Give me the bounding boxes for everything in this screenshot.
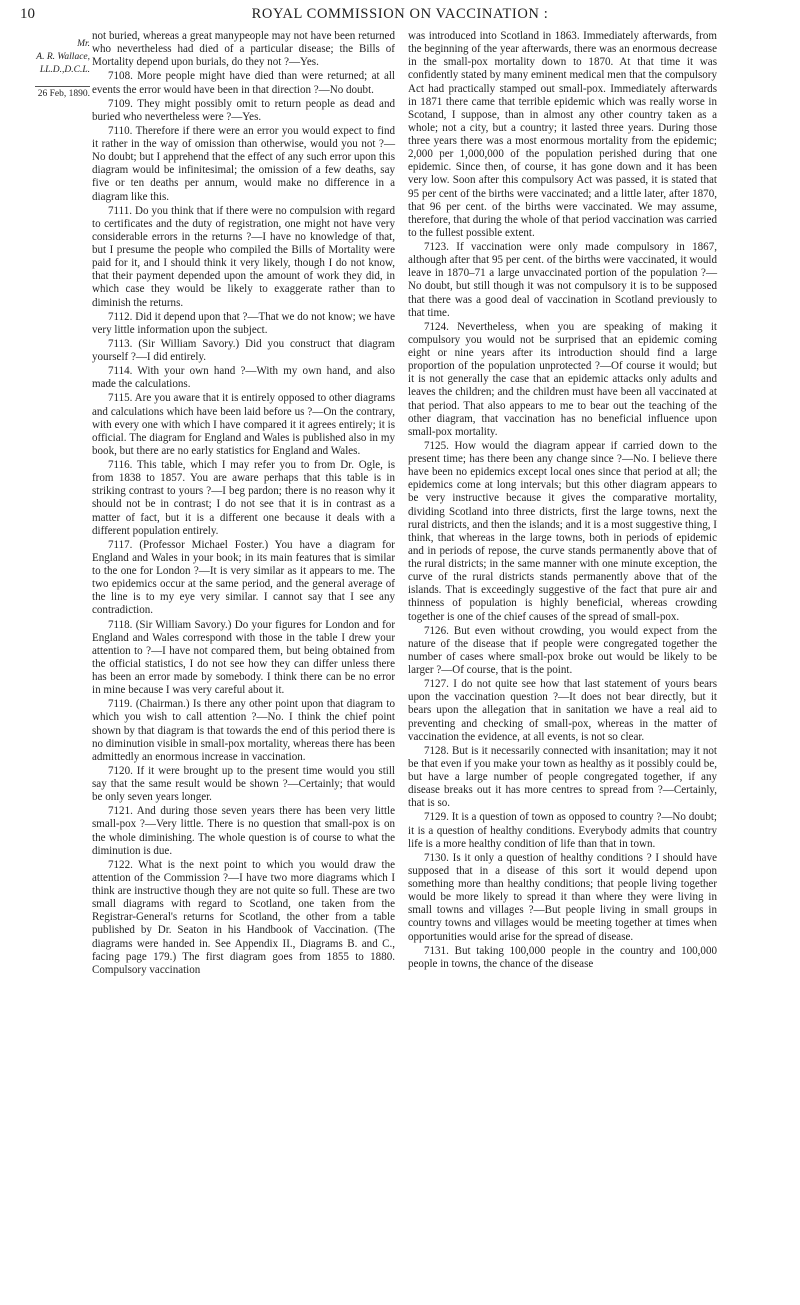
paragraph: 7118. (Sir William Savory.) Do your figures for London and for England and Wales correspond with those in the table I drew your attention to ?—I have not compared them, but being obtained from the official statistics, I do not see how they can differ unless there has been an error made by somebody. I think there can be no error in mine because I was very careful about it. <box>92 618 395 697</box>
paragraph: 7120. If it were brought up to the present time would you still say that the same result would be shown ?—Certainly; that would be only seven years longer. <box>92 764 395 804</box>
paragraph: 7124. Nevertheless, when you are speaking of making it compulsory you would not be surprised that an epidemic coming eight or nine years after its introduction should find a large proportion of the population unprotected ?—Of course it would; but it is not generally the case that an epidemic attacks only adults and leaves the children; and the children must have been all vaccinated at that period. That also appears to me to bear out the teaching of the other diagram, that vaccination has no beneficial influence upon small-pox mortality. <box>408 320 717 438</box>
paragraph: 7126. But even without crowding, you would expect from the nature of the disease that if people were congregated together the number of cases where small-pox broke out would be likely to be larger ?—Of course, that is the point. <box>408 624 717 676</box>
left-column <box>92 30 395 977</box>
paragraph: 7123. If vaccination were only made compulsory in 1867, although after that 95 per cent. of the births were vaccinated, it would leave in 1870–71 a large unvaccinated portion of the population ?—No doubt, but still though it was not compulsory it is to be supposed that there was a good deal of vaccination in Scotland previously to that time. <box>408 241 717 319</box>
paragraph: 7128. But is it necessarily connected with insanitation; may it not be that even if you make your town as healthy as it possibly could be, but have a large number of people congregated together, if any disease breaks out it has more centres to spread from ?—Certainly, that is so. <box>408 744 717 810</box>
right-column <box>408 30 717 971</box>
paragraph: 7109. They might possibly omit to return people as dead and buried who nevertheless were ?—Yes. <box>92 97 395 123</box>
paragraph: 7112. Did it depend upon that ?—That we do not know; we have very little information upon the subject. <box>92 310 395 336</box>
paragraph: 7115. Are you aware that it is entirely opposed to other diagrams and calculations which have been laid before us ?—On the contrary, with every one with which I have compared it it agrees entirely; it is official. The diagram for England and Wales is published also in my book, but there are no early statistics for England and Wales. <box>92 392 395 457</box>
paragraph: 7116. This table, which I may refer you to from Dr. Ogle, is from 1838 to 1857. You are aware perhaps that this table is in striking contrast to yours ?—I beg pardon; there is no reason why it should not be in contrast; I do not see that it is in contrast as a matter of fact, but it is a different one because it deals with a different population entirely. <box>92 459 395 537</box>
paragraph: 7127. I do not quite see how that last statement of yours bears upon the vaccination question ?—It does not bear directly, but it bears upon the allegation that in sanitation we have a real aid to preventing and checking of small-pox, whereas in the matter of vaccination the evidence, at all events, is not so clear. <box>408 678 717 743</box>
paragraph: 7129. It is a question of town as opposed to country ?—No doubt; it is a question of healthy conditions. Everybody admits that country life is a more healthy condition of life than that in town. <box>408 811 717 850</box>
paragraph: 7121. And during those seven years there has been very little small-pox ?—Very little. There is no question that small-pox is on the whole diminishing. The whole question is of course to what the diminution is due. <box>92 805 395 857</box>
paragraph: 7110. Therefore if there were an error you would expect to find it rather in the way of omission than otherwise, would you not ?—No doubt; but I apprehend that the effect of any such error upon this diagram would be infinitesimal; the omission of a few deaths, say five or ten deaths per annum, would make no difference in a diagram like this. <box>92 124 395 203</box>
paragraph: 7119. (Chairman.) Is there any other point upon that diagram to which you wish to call attention ?—No. I think the chief point shown by that diagram is that towards the end of this period there is no diminution visible in small-pox mortality, whereas there has been admittedly an enormous increase in vaccination. <box>92 698 396 763</box>
running-head: ROYAL COMMISSION ON VACCINATION : <box>251 6 549 22</box>
paragraph: was introduced into Scotland in 1863. Immediately afterwards, from the beginning of the year afterwards, there was an enormous decrease in the small-pox mortality down to 1870. At that time it was confidently stated by many eminent medical men that the compulsory Act had practically stamped out small-pox. Immediately afterwards in 1871 there came that terrible epidemic which was really worse in Scotand, I suppose, than in almost any other country taken as a whole; not a city, but a country; it lasted three years. During those three years there was a most enormous mortality from the epidemic; 2,000 per 1,000,000 of the population perished during that one epidemic. Since then, of course, it has gone down and it has been very low. Soon after this compulsory Act was passed, it is stated that 95 per cent of the births were vaccinated; and a little later, after 1870, that 96 per cent. of the births were vaccinated. We may assume, therefore, that during the whole of that period vaccination was carried to the fullest possible extent. <box>408 30 717 239</box>
paragraph: not buried, whereas a great manypeople may not have been returned who nevertheless had died of a particular disease; the Bills of Mortality depend upon burials, do they not ?—Yes. <box>92 30 395 69</box>
margin-note <box>6 38 90 101</box>
paragraph: 7117. (Professor Michael Foster.) You have a diagram for England and Wales in your book; in its main features that is similar to the one for London ?—It is very similar as it appears to me. The two epidemics occur at the same period, and the general average of the line is to my eye very similar. I cannot say that I see any contradiction. <box>92 538 395 617</box>
witness-title: Mr. <box>77 39 90 49</box>
paragraph: 7114. With your own hand ?—With my own hand, and also made the calculations. <box>92 365 395 391</box>
paragraph: 7131. But taking 100,000 people in the country and 100,000 people in towns, the chance of the disease <box>408 944 717 970</box>
sitting-date: 26 Feb, 1890. <box>35 86 90 101</box>
paragraph: 7122. What is the next point to which you would draw the attention of the Commission ?—I have two more diagrams which I think are instructive though they are not quite so full. These are two small diagrams with regard to Scotland, one taken from the Registrar-General's returns for Scotland, the other from a table published by Dr. Seaton in his Handbook of Vaccination. (The diagrams were handed in. See Appendix II., Diagrams B. and C., facing page 179.) The first diagram goes from 1855 to 1880. Compulsory vaccination <box>92 858 395 976</box>
paragraph: 7113. (Sir William Savory.) Did you construct that diagram yourself ?—I did entirely. <box>92 337 395 363</box>
paragraph: 7130. Is it only a question of healthy conditions ? I should have supposed that in a disease of this sort it would depend upon something more than healthy conditions; that people living together would be more likely to spread it than where they were living in small towns and villages ?—But people living in small groups in country towns and villages would be meeting together at times when opportunities would arise for the spread of disease. <box>408 851 717 943</box>
witness-degrees: LL.D.,D.C.L. <box>39 65 90 75</box>
paragraph: 7108. More people might have died than were returned; at all events the error would have been in that direction ?—No doubt. <box>92 70 395 96</box>
witness-name: A. R. Wallace, <box>36 52 90 62</box>
paragraph: 7125. How would the diagram appear if carried down to the present time; has there been any change since ?—No. I believe there have been no epidemics except local ones since that period at all; the epidemics come at long intervals; but this other diagram appears to be very instructive because it gives the comparative mortality, dividing Scotland into three districts, first the large towns, next the rural districts, and then the islands; and it is a most suggestive thing, I think, that whereas in the large towns, both in periods of epidemic and in periods of repose, the curve stands permanently above that of the rural districts; in the same manner with one minute exception, the curve of the rural districts stands permanently above that of the islands. That is exceedingly suggestive of the fact that pure air and thinness of population is highly beneficial, whereas crowding together is one of the chief causes of the spread of small-pox. <box>408 439 717 623</box>
paragraph: 7111. Do you think that if there were no compulsion with regard to certificates and the duty of registration, one might not have very considerable errors in the returns ?—I have no knowledge of that, but I presume the people who compiled the Bills of Mortality were paid for it, and I should think it very likely, though I do not know, that their payment depended upon the amount of work they did, in which case they would be likely to exaggerate rather than to diminish the returns. <box>92 204 395 309</box>
page-number: 10 <box>20 6 35 22</box>
